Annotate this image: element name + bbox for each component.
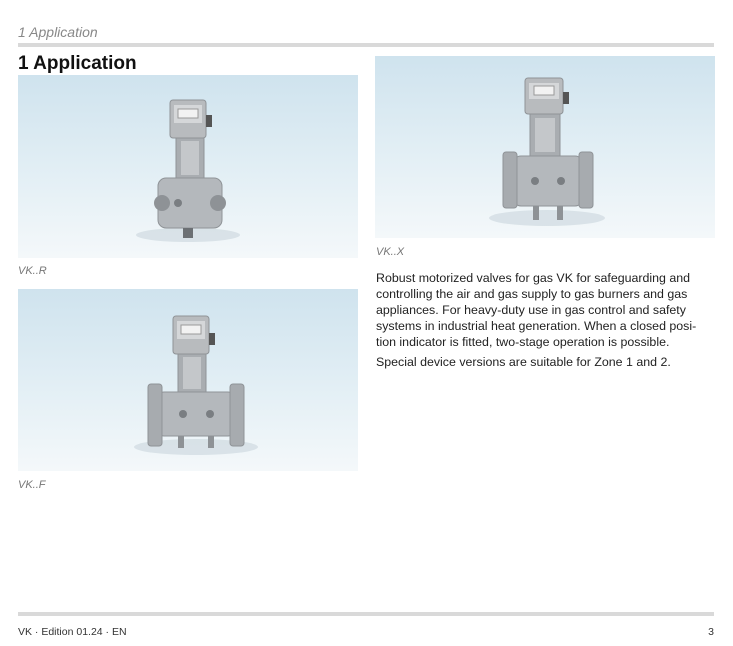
paragraph-1: Robust motorized valves for gas VK for safeguarding and controlling the air and gas supply to gas burners and gas appliances. For heavy-duty use in gas control and safety systems in industrial heat generation. When a closed position indicator is fitted, two-stage operation is possible. (376, 271, 697, 349)
vk-f-product-image (18, 289, 358, 471)
paragraph-2: Special device versions are suitable for Zone 1 and 2. (376, 355, 671, 369)
vk-r-caption: VK..R (18, 265, 47, 277)
header-rule (18, 43, 714, 47)
vk-x-caption: VK..X (376, 246, 405, 258)
running-head: 1 Application (18, 24, 98, 40)
application-description (376, 270, 712, 374)
vk-r-product-image (18, 75, 358, 258)
section-title: 1 Application (18, 53, 137, 74)
page-number: 3 (708, 626, 714, 638)
footer-edition: VK · Edition 01.24 · EN (18, 626, 127, 638)
footer-rule (18, 612, 714, 616)
vk-f-caption: VK..F (18, 479, 46, 491)
vk-x-product-image (375, 56, 715, 238)
